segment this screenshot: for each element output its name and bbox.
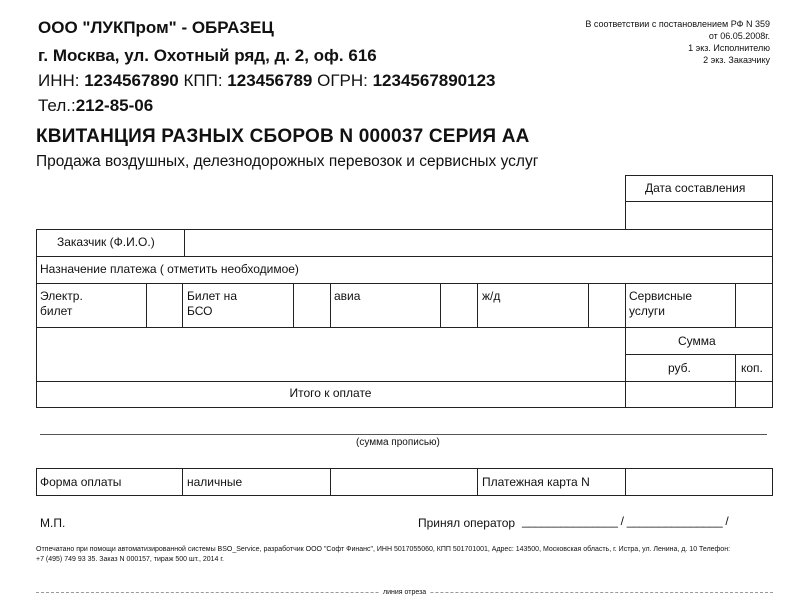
ogrn-label: ОГРН: [312,71,373,90]
payment-cash-field[interactable] [334,472,473,492]
phone-value: 212-85-06 [75,96,154,115]
inn-label: ИНН: [38,71,85,90]
cut-line-label: линия отреза [380,588,429,598]
total-rub-field[interactable] [629,385,731,404]
footer-line-1: Отпечатано при помощи автоматизированной системы BSO_Service, разработчик ООО "Софт Финанс", ИНН 5017055060, КПП 501701001, Адрес: 143500, Московская область, г. Истра, ул. Ленина, д. 10 Телефон: [36,546,731,553]
footer-print-info [36,545,730,565]
operator-signature-line[interactable]: _______________ / _______________ / [522,514,729,528]
purpose-label: Назначение платежа ( отметить необходимое) [40,262,299,276]
service-line-1: Сервисные [629,289,693,303]
avia-checkbox[interactable] [444,287,473,323]
customer-field[interactable] [190,233,768,253]
legal-line-1: В соответствии с постановлением РФ N 359 [585,19,770,29]
receipt-title: КВИТАНЦИЯ РАЗНЫХ СБОРОВ N 000037 СЕРИЯ АА [36,126,530,147]
total-kop-field[interactable] [739,385,769,404]
rail-label: ж/д [482,289,501,303]
payment-card-label: Платежная карта N [482,475,590,489]
legal-line-3: 1 экз. Исполнителю [688,43,770,53]
customer-label: Заказчик (Ф.И.О.) [57,235,155,249]
operator-label: Принял оператор [418,516,516,530]
rail-checkbox[interactable] [592,287,621,323]
org-phone [38,96,153,116]
bso-line-2: БСО [187,304,213,318]
payment-form-label: Форма оплаты [40,475,122,489]
e-ticket-line-1: Электр. [40,289,83,303]
bso-label [187,289,237,319]
kpp-label: КПП: [178,71,228,90]
avia-label: авиа [334,289,361,303]
bso-checkbox[interactable] [297,287,326,323]
kpp-value: 123456789 [227,71,313,90]
legal-line-2: от 06.05.2008г. [708,31,770,41]
service-label [629,289,692,319]
payment-card-field[interactable] [629,472,768,492]
e-ticket-label [40,289,83,319]
total-label: Итого к оплате [289,386,372,400]
service-line-2: услуги [629,304,665,318]
org-requisites [38,71,496,91]
phone-label: Тел.: [38,96,76,115]
e-ticket-checkbox[interactable] [150,287,178,323]
legal-note [585,18,770,66]
receipt-subtitle: Продажа воздушных, делезнодорожных перевозок и сервисных услуг [36,153,539,170]
org-name: ООО "ЛУКПром" - ОБРАЗЕЦ [38,18,274,37]
kop-label: коп. [741,361,763,375]
e-ticket-line-2: билет [40,304,73,318]
footer-line-2: +7 (495) 749 93 35. Заказ N 000157, тираж 500 шт., 2014 г. [36,556,224,563]
rub-label: руб. [668,361,691,375]
ogrn-value: 1234567890123 [372,71,496,90]
date-label: Дата составления [645,181,746,195]
service-checkbox[interactable] [739,287,768,323]
sum-words-line[interactable] [40,434,767,435]
stamp-label: М.П. [40,516,66,530]
legal-line-4: 2 экз. Заказчику [703,55,770,65]
payment-cash-label: наличные [187,475,243,489]
org-address: г. Москва, ул. Охотный ряд, д. 2, оф. 616 [38,46,377,65]
sum-label: Сумма [678,334,716,348]
bso-line-1: Билет на [187,289,237,303]
sum-words-label: (сумма прописью) [356,437,440,448]
inn-value: 1234567890 [84,71,179,90]
date-field[interactable] [630,205,768,225]
